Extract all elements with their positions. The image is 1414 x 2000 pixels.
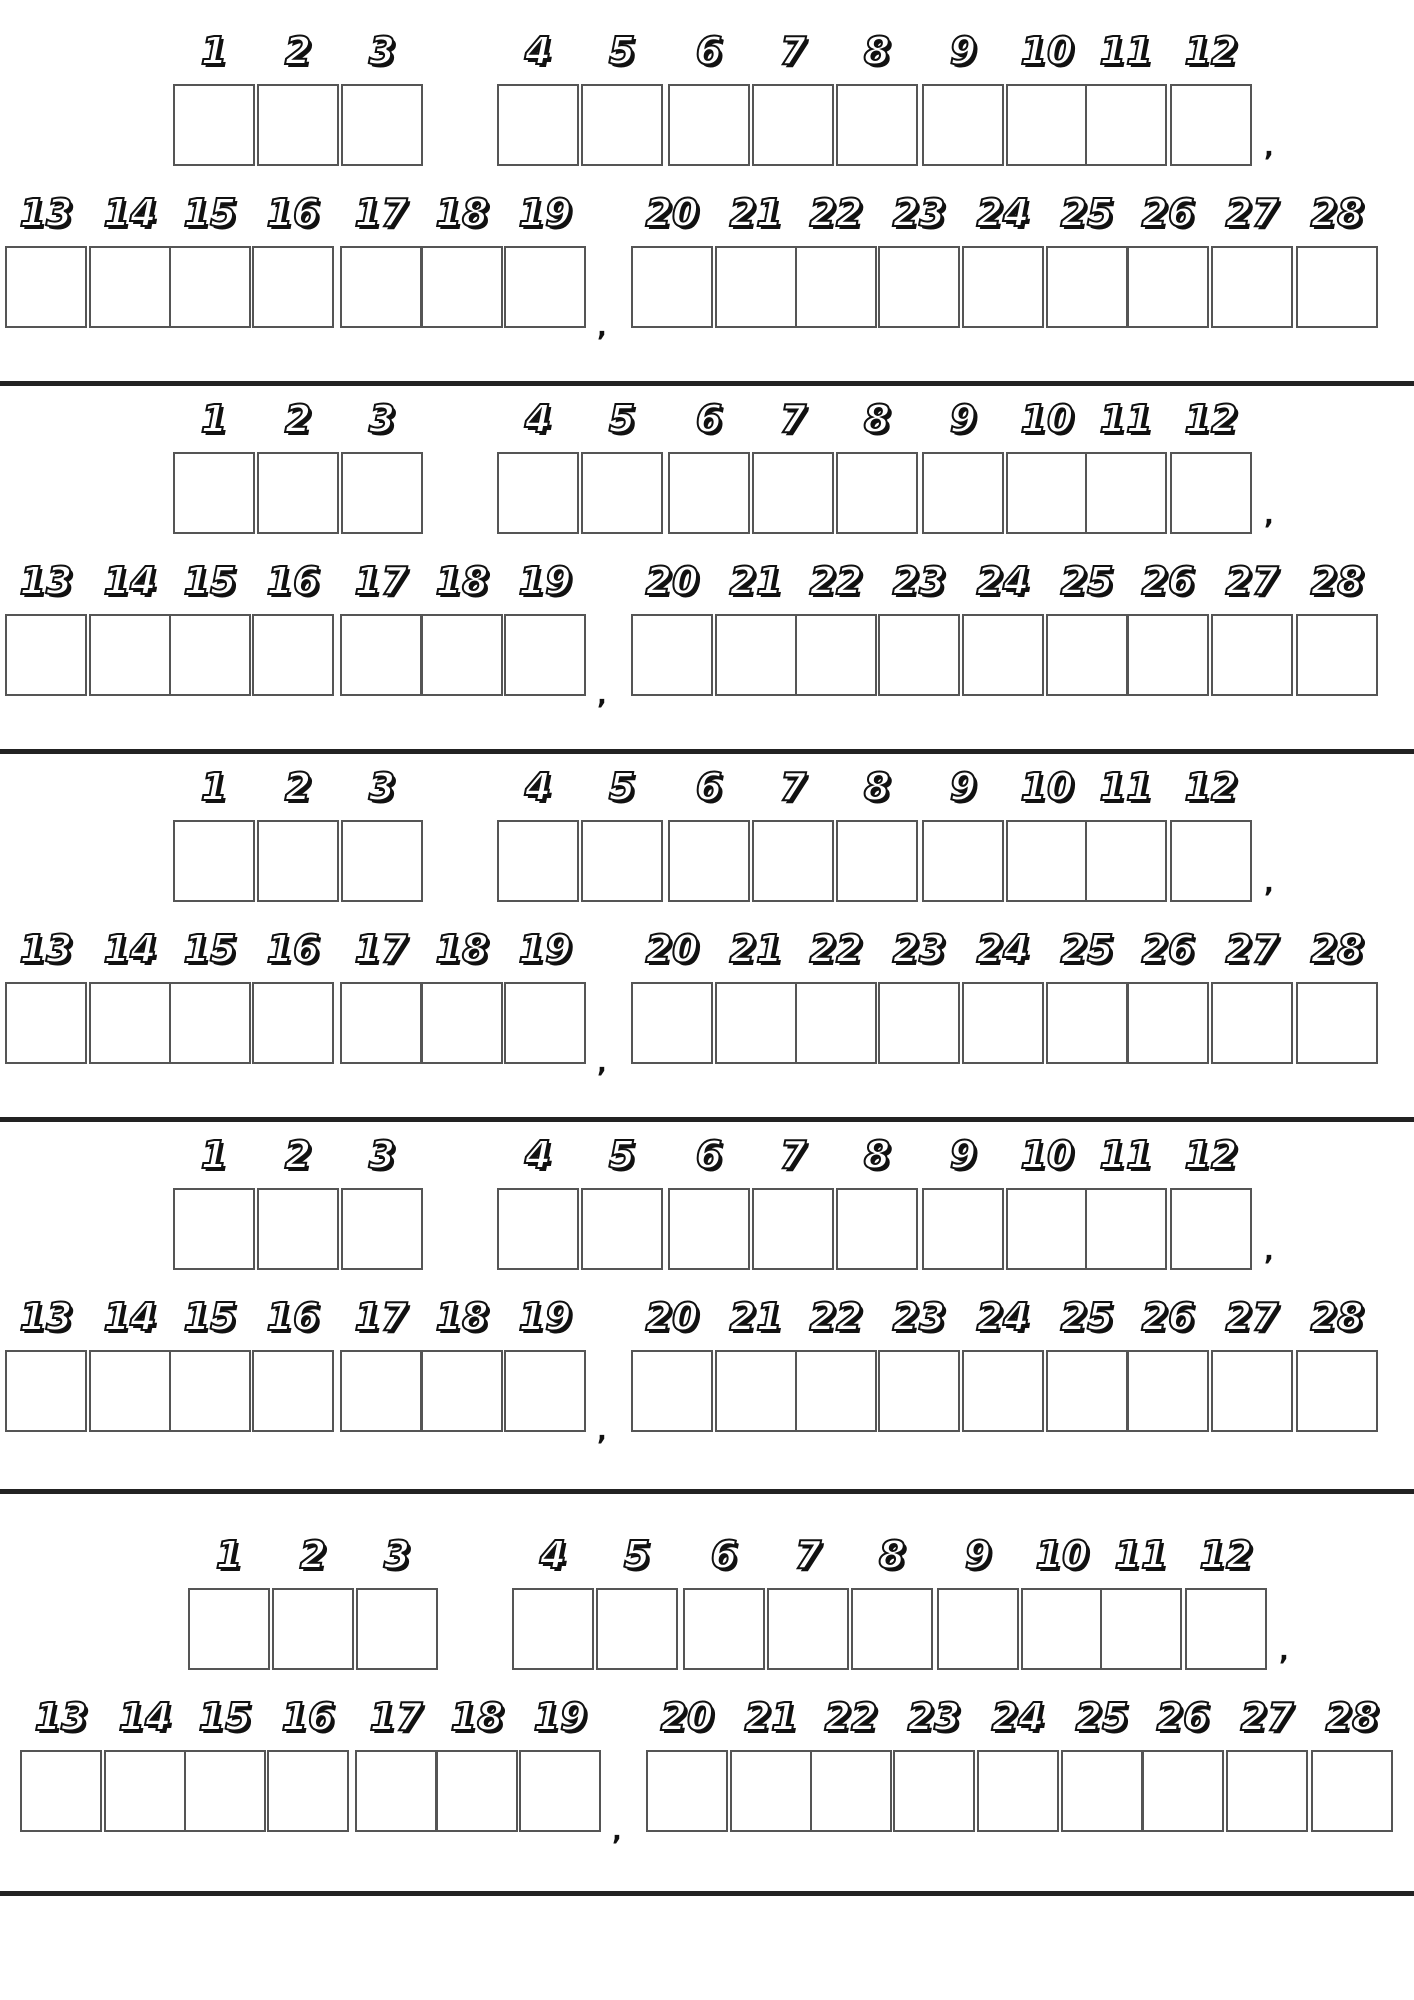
cell-number-label: 12 [1184,765,1238,809]
digit-box-14[interactable] [104,1750,186,1832]
cell-number-label: 23 [892,927,946,971]
digit-box-20[interactable] [631,246,713,328]
digit-box-18[interactable] [421,982,503,1064]
digit-box-11[interactable] [1085,1188,1167,1270]
digit-box-24[interactable] [962,982,1044,1064]
digit-box-28[interactable] [1311,1750,1393,1832]
separator-comma: , [1264,501,1274,531]
cell-number-label: 23 [907,1695,961,1739]
digit-box-18[interactable] [421,614,503,696]
cell-number-label: 18 [450,1695,504,1739]
digit-box-21[interactable] [715,982,797,1064]
digit-box-16[interactable] [252,982,334,1064]
cell-number-label: 8 [863,29,891,73]
digit-box-10[interactable] [1006,820,1088,902]
cell-number-label: 20 [645,927,699,971]
digit-box-25[interactable] [1046,1350,1128,1432]
separator-comma: , [1264,1237,1274,1267]
digit-box-27[interactable] [1211,1350,1293,1432]
cell-number-label: 28 [1310,191,1364,235]
cell-number-label: 17 [354,927,408,971]
cell-number-label: 11 [1099,29,1153,73]
digit-box-13[interactable] [20,1750,102,1832]
digit-box-12[interactable] [1170,84,1252,166]
digit-box-7[interactable] [752,84,834,166]
digit-box-2[interactable] [257,1188,339,1270]
digit-box-26[interactable] [1127,614,1209,696]
cell-number-label: 4 [524,29,552,73]
cell-number-label: 21 [729,559,783,603]
cell-number-label: 14 [103,1295,157,1339]
digit-box-4[interactable] [497,1188,579,1270]
cell-number-label: 17 [354,191,408,235]
digit-box-18[interactable] [421,246,503,328]
entry-block-1 [0,0,1414,370]
cell-number-label: 7 [779,765,807,809]
cell-number-label: 7 [794,1533,822,1577]
digit-box-7[interactable] [767,1588,849,1670]
cell-number-label: 23 [892,1295,946,1339]
cell-number-label: 18 [435,559,489,603]
cell-number-label: 21 [744,1695,798,1739]
digit-box-2[interactable] [272,1588,354,1670]
digit-box-3[interactable] [341,452,423,534]
cell-number-label: 4 [539,1533,567,1577]
cell-number-label: 3 [368,397,396,441]
cell-number-label: 1 [200,29,228,73]
digit-box-7[interactable] [752,820,834,902]
separator-comma: , [1279,1637,1289,1667]
cell-number-label: 12 [1184,397,1238,441]
cell-number-label: 2 [299,1533,327,1577]
cell-number-label: 3 [368,29,396,73]
digit-box-4[interactable] [512,1588,594,1670]
cell-number-label: 6 [710,1533,738,1577]
separator-comma: , [597,313,607,343]
cell-number-label: 10 [1020,1133,1074,1177]
cell-number-label: 16 [266,191,320,235]
cell-number-label: 27 [1225,559,1279,603]
digit-box-23[interactable] [878,1350,960,1432]
cell-number-label: 21 [729,927,783,971]
digit-box-1[interactable] [173,820,255,902]
digit-box-23[interactable] [878,614,960,696]
cell-number-label: 11 [1099,397,1153,441]
cell-number-label: 24 [976,1295,1030,1339]
cell-number-label: 27 [1240,1695,1294,1739]
digit-box-25[interactable] [1046,982,1128,1064]
cell-number-label: 28 [1310,559,1364,603]
cell-number-label: 19 [533,1695,587,1739]
cell-number-label: 8 [863,397,891,441]
cell-number-label: 1 [215,1533,243,1577]
cell-number-label: 21 [729,1295,783,1339]
digit-box-25[interactable] [1046,614,1128,696]
cell-number-label: 1 [200,397,228,441]
cell-number-label: 10 [1020,765,1074,809]
cell-number-label: 20 [660,1695,714,1739]
cell-number-label: 27 [1225,191,1279,235]
cell-number-label: 4 [524,397,552,441]
separator-comma: , [597,1417,607,1447]
digit-box-12[interactable] [1170,452,1252,534]
digit-box-3[interactable] [341,84,423,166]
digit-box-17[interactable] [340,982,422,1064]
digit-box-5[interactable] [581,820,663,902]
digit-box-27[interactable] [1211,614,1293,696]
digit-box-17[interactable] [340,246,422,328]
cell-number-label: 13 [19,191,73,235]
cell-number-label: 24 [976,191,1030,235]
digit-box-20[interactable] [631,982,713,1064]
digit-box-18[interactable] [436,1750,518,1832]
digit-box-4[interactable] [497,84,579,166]
digit-box-24[interactable] [962,614,1044,696]
cell-number-label: 19 [518,927,572,971]
digit-box-1[interactable] [173,452,255,534]
digit-box-13[interactable] [5,982,87,1064]
cell-number-label: 3 [368,1133,396,1177]
separator-comma: , [1264,869,1274,899]
cell-number-label: 16 [266,559,320,603]
digit-box-27[interactable] [1211,246,1293,328]
cell-number-label: 9 [964,1533,992,1577]
digit-box-22[interactable] [795,982,877,1064]
digit-box-6[interactable] [668,84,750,166]
digit-box-12[interactable] [1170,820,1252,902]
cell-number-label: 27 [1225,927,1279,971]
entry-block-2 [0,368,1414,738]
cell-number-label: 20 [645,191,699,235]
cell-number-label: 8 [863,1133,891,1177]
digit-box-13[interactable] [5,1350,87,1432]
digit-box-2[interactable] [257,84,339,166]
cell-number-label: 22 [809,559,863,603]
digit-box-5[interactable] [581,84,663,166]
digit-box-2[interactable] [257,452,339,534]
cell-number-label: 5 [608,1133,636,1177]
digit-box-15[interactable] [169,614,251,696]
digit-box-12[interactable] [1170,1188,1252,1270]
entry-block-5 [0,1504,1414,1874]
digit-box-14[interactable] [89,246,171,328]
digit-box-22[interactable] [795,614,877,696]
cell-number-label: 14 [103,559,157,603]
digit-box-9[interactable] [922,452,1004,534]
cell-number-label: 14 [118,1695,172,1739]
cell-number-label: 15 [183,927,237,971]
cell-number-label: 25 [1060,191,1114,235]
digit-box-8[interactable] [836,820,918,902]
cell-number-label: 2 [284,29,312,73]
cell-number-label: 9 [949,765,977,809]
cell-number-label: 4 [524,1133,552,1177]
digit-box-5[interactable] [581,1188,663,1270]
digit-box-22[interactable] [810,1750,892,1832]
digit-box-28[interactable] [1296,1350,1378,1432]
digit-box-25[interactable] [1061,1750,1143,1832]
cell-number-label: 18 [435,191,489,235]
digit-box-1[interactable] [188,1588,270,1670]
cell-number-label: 10 [1020,397,1074,441]
digit-box-3[interactable] [341,1188,423,1270]
digit-box-26[interactable] [1127,246,1209,328]
digit-box-14[interactable] [89,614,171,696]
cell-number-label: 26 [1141,191,1195,235]
digit-box-20[interactable] [631,1350,713,1432]
cell-number-label: 6 [695,765,723,809]
digit-box-10[interactable] [1006,84,1088,166]
digit-box-19[interactable] [504,982,586,1064]
digit-box-24[interactable] [962,1350,1044,1432]
digit-box-5[interactable] [596,1588,678,1670]
digit-box-4[interactable] [497,452,579,534]
digit-box-26[interactable] [1127,982,1209,1064]
digit-box-19[interactable] [504,246,586,328]
digit-box-10[interactable] [1006,452,1088,534]
digit-box-21[interactable] [715,246,797,328]
cell-number-label: 24 [991,1695,1045,1739]
digit-box-14[interactable] [89,982,171,1064]
digit-box-9[interactable] [922,84,1004,166]
cell-number-label: 25 [1060,559,1114,603]
digit-box-4[interactable] [497,820,579,902]
cell-number-label: 14 [103,927,157,971]
cell-number-label: 12 [1199,1533,1253,1577]
digit-box-8[interactable] [851,1588,933,1670]
digit-box-23[interactable] [878,246,960,328]
digit-box-16[interactable] [252,246,334,328]
cell-number-label: 4 [524,765,552,809]
cell-number-label: 27 [1225,1295,1279,1339]
digit-box-28[interactable] [1296,614,1378,696]
digit-box-24[interactable] [977,1750,1059,1832]
cell-number-label: 20 [645,1295,699,1339]
digit-box-27[interactable] [1226,1750,1308,1832]
cell-number-label: 22 [824,1695,878,1739]
digit-box-15[interactable] [169,1350,251,1432]
digit-box-23[interactable] [878,982,960,1064]
cell-number-label: 26 [1141,1295,1195,1339]
cell-number-label: 7 [779,1133,807,1177]
cell-number-label: 6 [695,1133,723,1177]
digit-box-11[interactable] [1100,1588,1182,1670]
digit-box-1[interactable] [173,1188,255,1270]
cell-number-label: 16 [266,1295,320,1339]
digit-box-8[interactable] [836,1188,918,1270]
digit-box-6[interactable] [668,820,750,902]
cell-number-label: 13 [19,927,73,971]
digit-box-21[interactable] [715,1350,797,1432]
section-divider [0,1489,1414,1494]
cell-number-label: 8 [878,1533,906,1577]
cell-number-label: 15 [183,559,237,603]
cell-number-label: 5 [608,397,636,441]
cell-number-label: 28 [1310,927,1364,971]
cell-number-label: 25 [1060,927,1114,971]
cell-number-label: 3 [383,1533,411,1577]
digit-box-20[interactable] [631,614,713,696]
digit-box-16[interactable] [267,1750,349,1832]
cell-number-label: 12 [1184,1133,1238,1177]
cell-number-label: 7 [779,29,807,73]
entry-block-3 [0,736,1414,1106]
cell-number-label: 6 [695,397,723,441]
digit-box-6[interactable] [683,1588,765,1670]
digit-box-1[interactable] [173,84,255,166]
cell-number-label: 11 [1114,1533,1168,1577]
digit-box-6[interactable] [668,452,750,534]
cell-number-label: 3 [368,765,396,809]
digit-box-23[interactable] [893,1750,975,1832]
cell-number-label: 23 [892,559,946,603]
cell-number-label: 10 [1035,1533,1089,1577]
digit-box-6[interactable] [668,1188,750,1270]
cell-number-label: 25 [1075,1695,1129,1739]
digit-box-13[interactable] [5,614,87,696]
digit-box-15[interactable] [169,246,251,328]
cell-number-label: 17 [354,1295,408,1339]
digit-box-27[interactable] [1211,982,1293,1064]
cell-number-label: 28 [1310,1295,1364,1339]
digit-box-7[interactable] [752,1188,834,1270]
digit-box-19[interactable] [504,1350,586,1432]
digit-box-8[interactable] [836,452,918,534]
digit-box-3[interactable] [356,1588,438,1670]
digit-box-7[interactable] [752,452,834,534]
digit-box-22[interactable] [795,1350,877,1432]
digit-box-20[interactable] [646,1750,728,1832]
digit-box-2[interactable] [257,820,339,902]
digit-box-15[interactable] [169,982,251,1064]
digit-box-17[interactable] [355,1750,437,1832]
digit-box-17[interactable] [340,614,422,696]
digit-box-17[interactable] [340,1350,422,1432]
cell-number-label: 25 [1060,1295,1114,1339]
cell-number-label: 5 [608,765,636,809]
cell-number-label: 23 [892,191,946,235]
cell-number-label: 18 [435,927,489,971]
cell-number-label: 2 [284,397,312,441]
digit-box-3[interactable] [341,820,423,902]
cell-number-label: 26 [1156,1695,1210,1739]
digit-box-16[interactable] [252,1350,334,1432]
cell-number-label: 22 [809,927,863,971]
cell-number-label: 24 [976,559,1030,603]
cell-number-label: 15 [198,1695,252,1739]
cell-number-label: 9 [949,29,977,73]
cell-number-label: 10 [1020,29,1074,73]
digit-box-25[interactable] [1046,246,1128,328]
digit-box-24[interactable] [962,246,1044,328]
cell-number-label: 17 [369,1695,423,1739]
cell-number-label: 20 [645,559,699,603]
digit-box-16[interactable] [252,614,334,696]
cell-number-label: 5 [608,29,636,73]
digit-box-19[interactable] [504,614,586,696]
cell-number-label: 2 [284,765,312,809]
cell-number-label: 17 [354,559,408,603]
cell-number-label: 22 [809,191,863,235]
cell-number-label: 19 [518,559,572,603]
cell-number-label: 11 [1099,765,1153,809]
digit-box-8[interactable] [836,84,918,166]
digit-box-13[interactable] [5,246,87,328]
cell-number-label: 7 [779,397,807,441]
digit-box-11[interactable] [1085,84,1167,166]
cell-number-label: 11 [1099,1133,1153,1177]
digit-box-5[interactable] [581,452,663,534]
cell-number-label: 18 [435,1295,489,1339]
digit-box-26[interactable] [1127,1350,1209,1432]
cell-number-label: 24 [976,927,1030,971]
cell-number-label: 26 [1141,559,1195,603]
cell-number-label: 13 [34,1695,88,1739]
digit-box-9[interactable] [922,820,1004,902]
cell-number-label: 13 [19,559,73,603]
cell-number-label: 13 [19,1295,73,1339]
digit-box-28[interactable] [1296,246,1378,328]
digit-box-10[interactable] [1021,1588,1103,1670]
cell-number-label: 28 [1325,1695,1379,1739]
separator-comma: , [612,1817,622,1847]
digit-box-9[interactable] [922,1188,1004,1270]
separator-comma: , [1264,133,1274,163]
cell-number-label: 1 [200,1133,228,1177]
digit-box-28[interactable] [1296,982,1378,1064]
entry-block-4 [0,1104,1414,1474]
cell-number-label: 19 [518,1295,572,1339]
digit-box-14[interactable] [89,1350,171,1432]
digit-box-21[interactable] [730,1750,812,1832]
digit-box-10[interactable] [1006,1188,1088,1270]
cell-number-label: 5 [623,1533,651,1577]
cell-number-label: 16 [266,927,320,971]
cell-number-label: 9 [949,397,977,441]
digit-box-15[interactable] [184,1750,266,1832]
digit-box-19[interactable] [519,1750,601,1832]
digit-box-12[interactable] [1185,1588,1267,1670]
cell-number-label: 6 [695,29,723,73]
cell-number-label: 21 [729,191,783,235]
cell-number-label: 15 [183,1295,237,1339]
cell-number-label: 14 [103,191,157,235]
separator-comma: , [597,681,607,711]
cell-number-label: 8 [863,765,891,809]
cell-number-label: 2 [284,1133,312,1177]
separator-comma: , [597,1049,607,1079]
digit-box-22[interactable] [795,246,877,328]
cell-number-label: 19 [518,191,572,235]
section-divider [0,1891,1414,1896]
digit-box-26[interactable] [1142,1750,1224,1832]
digit-box-21[interactable] [715,614,797,696]
cell-number-label: 1 [200,765,228,809]
cell-number-label: 15 [183,191,237,235]
cell-number-label: 9 [949,1133,977,1177]
digit-box-11[interactable] [1085,452,1167,534]
digit-box-11[interactable] [1085,820,1167,902]
digit-box-9[interactable] [937,1588,1019,1670]
cell-number-label: 12 [1184,29,1238,73]
cell-number-label: 22 [809,1295,863,1339]
cell-number-label: 16 [281,1695,335,1739]
cell-number-label: 26 [1141,927,1195,971]
digit-box-18[interactable] [421,1350,503,1432]
